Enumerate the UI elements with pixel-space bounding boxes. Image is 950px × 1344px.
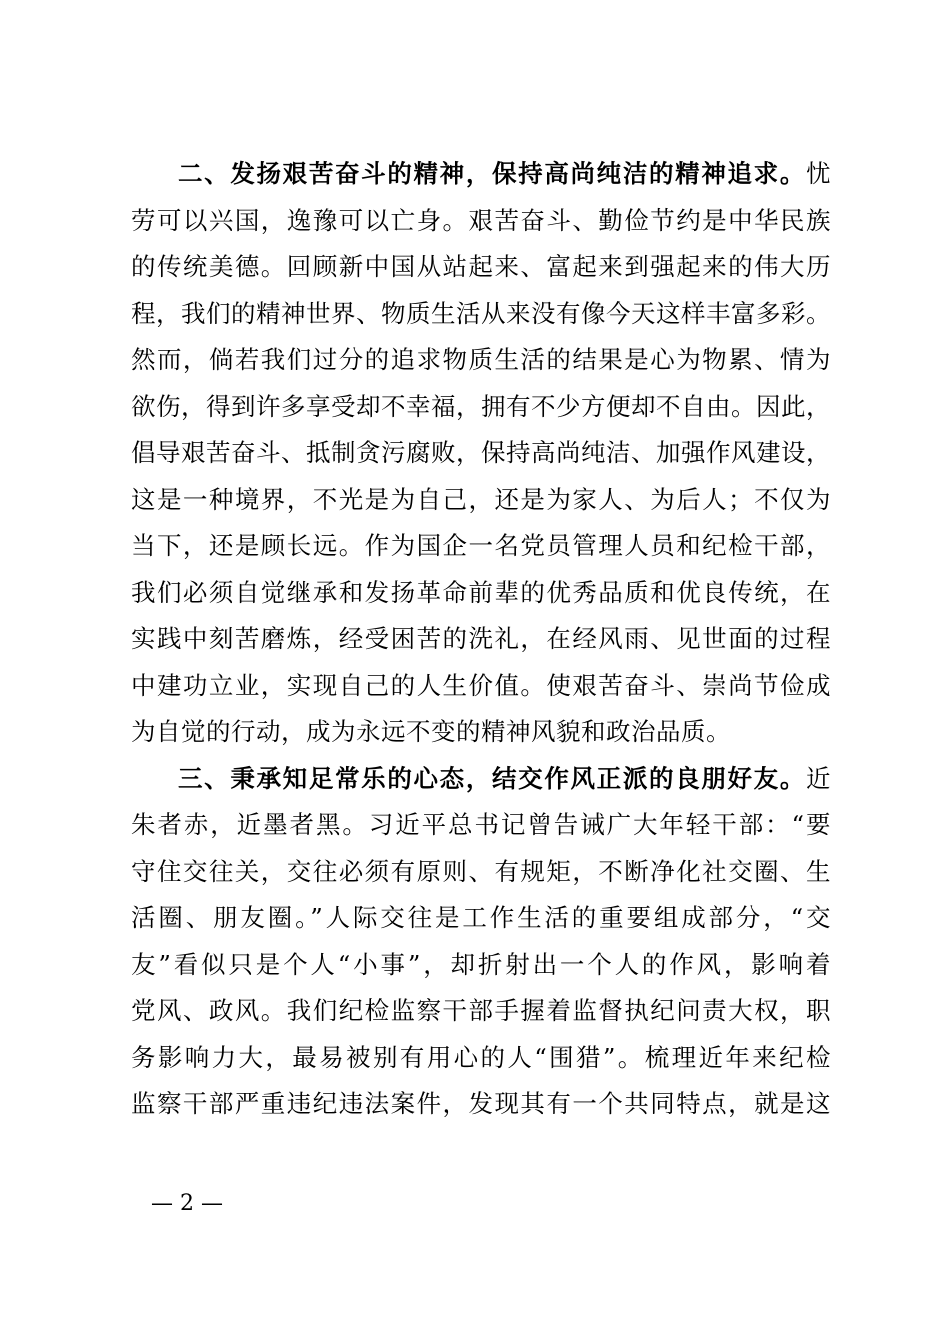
section-3-line-6: 党风、政风。我们纪检监察干部手握着监督执纪问责大权，职 (131, 996, 831, 1025)
section-2-line-5: 然而，倘若我们过分的追求物质生活的结果是心为物累、情为 (131, 345, 831, 374)
section-3-heading: 三、秉承知足常乐的心态，结交作风正派的良朋好友。 (178, 764, 806, 793)
section-3-line-3: 守住交往关，交往必须有原则、有规矩，不断净化社交圈、生 (131, 857, 831, 886)
section-2-line-13: 为自觉的行动，成为永远不变的精神风貌和政治品质。 (131, 717, 731, 746)
section-2-line-3: 的传统美德。回顾新中国从站起来、富起来到强起来的伟大历 (131, 252, 831, 281)
section-3-line-1 (178, 759, 831, 799)
section-2-line-10: 我们必须自觉继承和发扬革命前辈的优秀品质和优良传统，在 (131, 578, 831, 607)
section-2-line-9: 当下，还是顾长远。作为国企一名党员管理人员和纪检干部， (131, 531, 831, 560)
section-3-heading-tail: 近 (806, 764, 831, 793)
section-2-line-12: 中建功立业，实现自己的人生价值。使艰苦奋斗、崇尚节俭成 (131, 671, 831, 700)
section-2-line-1 (178, 154, 831, 194)
section-3-line-7: 务影响力大，最易被别有用心的人“围猎”。梳理近年来纪检 (131, 1043, 831, 1072)
section-3-line-2: 朱者赤，近墨者黑。习近平总书记曾告诫广大年轻干部：“要 (131, 810, 831, 839)
section-3-line-8: 监察干部严重违纪违法案件，发现其有一个共同特点，就是这 (131, 1089, 831, 1118)
page-number: — 2 — (151, 1191, 223, 1216)
section-2-line-6: 欲伤，得到许多享受却不幸福，拥有不少方便却不自由。因此， (131, 392, 831, 421)
section-2-line-2: 劳可以兴国，逸豫可以亡身。艰苦奋斗、勤俭节约是中华民族 (131, 206, 831, 235)
section-3-line-4: 活圈、朋友圈。”人际交往是工作生活的重要组成部分，“交 (131, 903, 831, 932)
section-2-line-11: 实践中刻苦磨炼，经受困苦的洗礼，在经风雨、见世面的过程 (131, 624, 831, 653)
section-2-line-4: 程，我们的精神世界、物质生活从来没有像今天这样丰富多彩。 (131, 299, 831, 328)
section-3-line-5: 友”看似只是个人“小事”，却折射出一个人的作风，影响着 (131, 950, 831, 979)
section-2-line-7: 倡导艰苦奋斗、抵制贪污腐败，保持高尚纯洁、加强作风建设， (131, 438, 831, 467)
section-2-line-8: 这是一种境界，不光是为自己，还是为家人、为后人；不仅为 (131, 485, 831, 514)
section-2-heading-tail: 忧 (806, 159, 831, 188)
section-2-heading: 二、发扬艰苦奋斗的精神，保持高尚纯洁的精神追求。 (178, 159, 806, 188)
